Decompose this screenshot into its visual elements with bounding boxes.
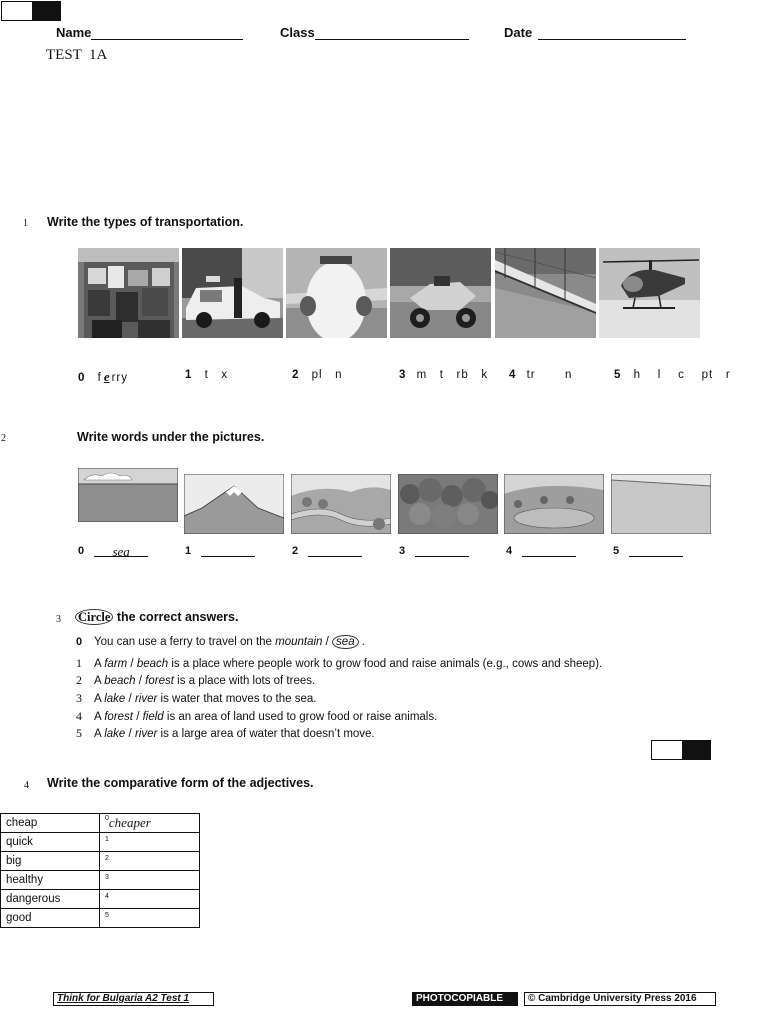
answer-num: 0 bbox=[105, 815, 109, 822]
ex3-q4-opt1[interactable]: forest bbox=[104, 711, 133, 723]
footer-photocopiable: PHOTOCOPIABLE bbox=[412, 992, 518, 1006]
answer-num: 2 bbox=[105, 855, 109, 862]
ex3-example-sep: / bbox=[322, 636, 333, 648]
ex4-number: 4 bbox=[24, 780, 29, 791]
lake-picture bbox=[504, 474, 604, 534]
ex1-item-0[interactable] bbox=[78, 369, 128, 385]
ex1-item-1-num: 1 bbox=[185, 369, 192, 381]
table-row bbox=[1, 852, 200, 871]
ex1-item-0-rest: rry bbox=[111, 372, 129, 384]
ex1-item-4-num: 4 bbox=[509, 369, 516, 381]
ex3-example-opt1: mountain bbox=[275, 636, 323, 648]
ex3-q5-after: is a large area of water that doesn’t move. bbox=[157, 728, 375, 740]
ex1-item-2-num: 2 bbox=[292, 369, 299, 381]
ex3-q4-opt2[interactable]: field bbox=[142, 711, 164, 723]
ex3-title-rest: the correct answers. bbox=[113, 610, 239, 624]
ex1-item-2[interactable] bbox=[292, 369, 343, 381]
ex1-item-5-pattern: h l c pt r bbox=[633, 369, 731, 381]
ex3-q1-after: is a place where people work to grow food and raise animals (e.g., cows and sheep). bbox=[168, 658, 603, 670]
score-box-mid bbox=[651, 740, 711, 760]
answer-cell[interactable] bbox=[100, 833, 200, 852]
ex1-item-4-pattern: tr n bbox=[526, 369, 573, 381]
ex3-q1-opt1[interactable]: farm bbox=[104, 658, 128, 670]
ex3-q5-num: 5 bbox=[76, 726, 82, 740]
adj-cell: quick bbox=[1, 833, 100, 852]
ex3-question-1[interactable]: 1 A farm / beach is a place where people work to grow food and raise animals (e.g., cows and sheep). bbox=[76, 656, 603, 670]
ex2-answer-1[interactable] bbox=[185, 544, 255, 557]
adj-cell: cheap bbox=[1, 814, 100, 833]
table-row bbox=[1, 890, 200, 909]
footer-copyright: © Cambridge University Press 2016 bbox=[524, 992, 716, 1006]
ex3-q3-after: is water that moves to the sea. bbox=[157, 693, 317, 705]
ex3-title bbox=[75, 610, 238, 625]
ex3-q2-opt2[interactable]: forest bbox=[145, 675, 174, 687]
ex2-answer-2[interactable] bbox=[292, 544, 362, 557]
table-row bbox=[1, 909, 200, 928]
ex3-q5-opt1[interactable]: lake bbox=[104, 728, 126, 740]
sea-picture bbox=[78, 468, 178, 522]
ex3-q2-opt1[interactable]: beach bbox=[104, 675, 136, 687]
ex3-q2-num: 2 bbox=[76, 673, 82, 687]
ex2-answer-5-num: 5 bbox=[613, 545, 620, 557]
ex1-item-1[interactable] bbox=[185, 369, 228, 381]
ex3-q5-before: A bbox=[94, 728, 105, 740]
table-row bbox=[1, 871, 200, 890]
ex3-example-before: You can use a ferry to travel on the bbox=[94, 636, 276, 648]
ex3-example-opt2: sea bbox=[332, 635, 359, 649]
ex2-answer-2-num: 2 bbox=[292, 545, 299, 557]
forest-picture bbox=[398, 474, 498, 534]
ex3-question-5[interactable]: 5 A lake / river is a large area of water that doesn’t move. bbox=[76, 726, 375, 740]
ex1-item-1-pattern: t x bbox=[204, 369, 229, 381]
answer-cell[interactable] bbox=[100, 814, 200, 833]
ex1-item-0-num: 0 bbox=[78, 372, 85, 384]
ex3-q2-after: is a place with lots of trees. bbox=[173, 675, 316, 687]
ex1-item-3-num: 3 bbox=[399, 369, 406, 381]
answer-num: 1 bbox=[105, 836, 109, 843]
ex1-item-0-pattern: f bbox=[97, 372, 102, 384]
ex4-title: Write the comparative form of the adjectives. bbox=[47, 776, 314, 790]
ex3-q3-opt1[interactable]: lake bbox=[104, 693, 126, 705]
ex1-item-0-answer: e bbox=[103, 369, 110, 384]
ex1-item-4[interactable] bbox=[509, 369, 572, 381]
ex3-q3-num: 3 bbox=[76, 691, 82, 705]
ex3-q2-before: A bbox=[94, 675, 105, 687]
adj-cell: good bbox=[1, 909, 100, 928]
score-box-top bbox=[1, 1, 61, 21]
answer-cell[interactable] bbox=[100, 890, 200, 909]
ex2-answer-1-num: 1 bbox=[185, 545, 192, 557]
plane-photo bbox=[286, 248, 387, 338]
ex3-number: 3 bbox=[56, 614, 61, 625]
footer-book-title: Think for Bulgaria A2 Test 1 bbox=[53, 992, 214, 1006]
ex1-number: 1 bbox=[23, 218, 28, 229]
ex2-title: Write words under the pictures. bbox=[77, 430, 265, 444]
answer-cell[interactable] bbox=[100, 909, 200, 928]
name-field[interactable] bbox=[56, 25, 243, 40]
ex2-answer-0[interactable] bbox=[78, 544, 148, 557]
ex3-q5-opt2[interactable]: river bbox=[134, 728, 158, 740]
ex2-answer-0-num: 0 bbox=[78, 545, 85, 557]
adj-cell: big bbox=[1, 852, 100, 871]
table-row bbox=[1, 814, 200, 833]
ex3-example-num: 0 bbox=[76, 636, 83, 648]
comparatives-table bbox=[0, 813, 200, 928]
motorbike-photo bbox=[390, 248, 491, 338]
ex3-q1-before: A bbox=[94, 658, 105, 670]
ex3-q4-before: A bbox=[94, 711, 105, 723]
adj-cell: dangerous bbox=[1, 890, 100, 909]
ferry-photo bbox=[78, 248, 179, 338]
ex2-answer-4[interactable] bbox=[506, 544, 576, 557]
answer-num: 4 bbox=[105, 893, 109, 900]
class-label: Class bbox=[280, 25, 315, 40]
mountain-picture bbox=[184, 474, 284, 534]
answer-num: 5 bbox=[105, 912, 109, 919]
date-field[interactable] bbox=[504, 25, 686, 40]
ex3-question-2[interactable]: 2 A beach / forest is a place with lots of trees. bbox=[76, 673, 316, 687]
ex2-number: 2 bbox=[1, 433, 6, 444]
ex3-example-after: . bbox=[358, 636, 365, 648]
name-label: Name bbox=[56, 25, 92, 40]
answer-num: 3 bbox=[105, 874, 109, 881]
ex3-question-3[interactable]: 3 A lake / river is water that moves to the sea. bbox=[76, 691, 317, 705]
adj-cell: healthy bbox=[1, 871, 100, 890]
ex3-example bbox=[76, 636, 365, 648]
ex3-q4-num: 4 bbox=[76, 709, 82, 723]
answer-cell[interactable] bbox=[100, 852, 200, 871]
river-picture bbox=[291, 474, 391, 534]
helicopter-photo bbox=[599, 248, 700, 338]
ex3-q1-num: 1 bbox=[76, 656, 82, 670]
test-title: TEST 1A bbox=[46, 47, 108, 63]
taxi-photo bbox=[182, 248, 283, 338]
ex1-title: Write the types of transportation. bbox=[47, 215, 244, 229]
ex1-item-3[interactable] bbox=[399, 369, 488, 381]
ex1-item-5-num: 5 bbox=[614, 369, 621, 381]
ex1-item-5[interactable] bbox=[614, 369, 731, 381]
ex2-answer-5[interactable] bbox=[613, 544, 683, 557]
answer-text: cheaper bbox=[108, 815, 151, 830]
date-label: Date bbox=[504, 25, 533, 40]
ex3-q3-before: A bbox=[94, 693, 105, 705]
answer-cell[interactable] bbox=[100, 871, 200, 890]
ex2-answer-0-text: sea bbox=[112, 544, 130, 559]
ex3-title-circle: Circle bbox=[75, 609, 113, 625]
ex3-question-4[interactable]: 4 A forest / field is an area of land used to grow food or raise animals. bbox=[76, 709, 438, 723]
ex2-answer-4-num: 4 bbox=[506, 545, 513, 557]
ex3-q1-opt2[interactable]: beach bbox=[136, 658, 169, 670]
ex2-answer-3[interactable] bbox=[399, 544, 469, 557]
ex2-answer-3-num: 3 bbox=[399, 545, 406, 557]
ex1-item-3-pattern: m t rb k bbox=[416, 369, 489, 381]
table-row bbox=[1, 833, 200, 852]
field-picture bbox=[611, 474, 711, 534]
ex1-item-2-pattern: pl n bbox=[311, 369, 343, 381]
ex3-q4-after: is an area of land used to grow food or raise animals. bbox=[163, 711, 438, 723]
class-field[interactable] bbox=[280, 25, 469, 40]
train-photo bbox=[495, 248, 596, 338]
ex3-q3-opt2[interactable]: river bbox=[134, 693, 158, 705]
